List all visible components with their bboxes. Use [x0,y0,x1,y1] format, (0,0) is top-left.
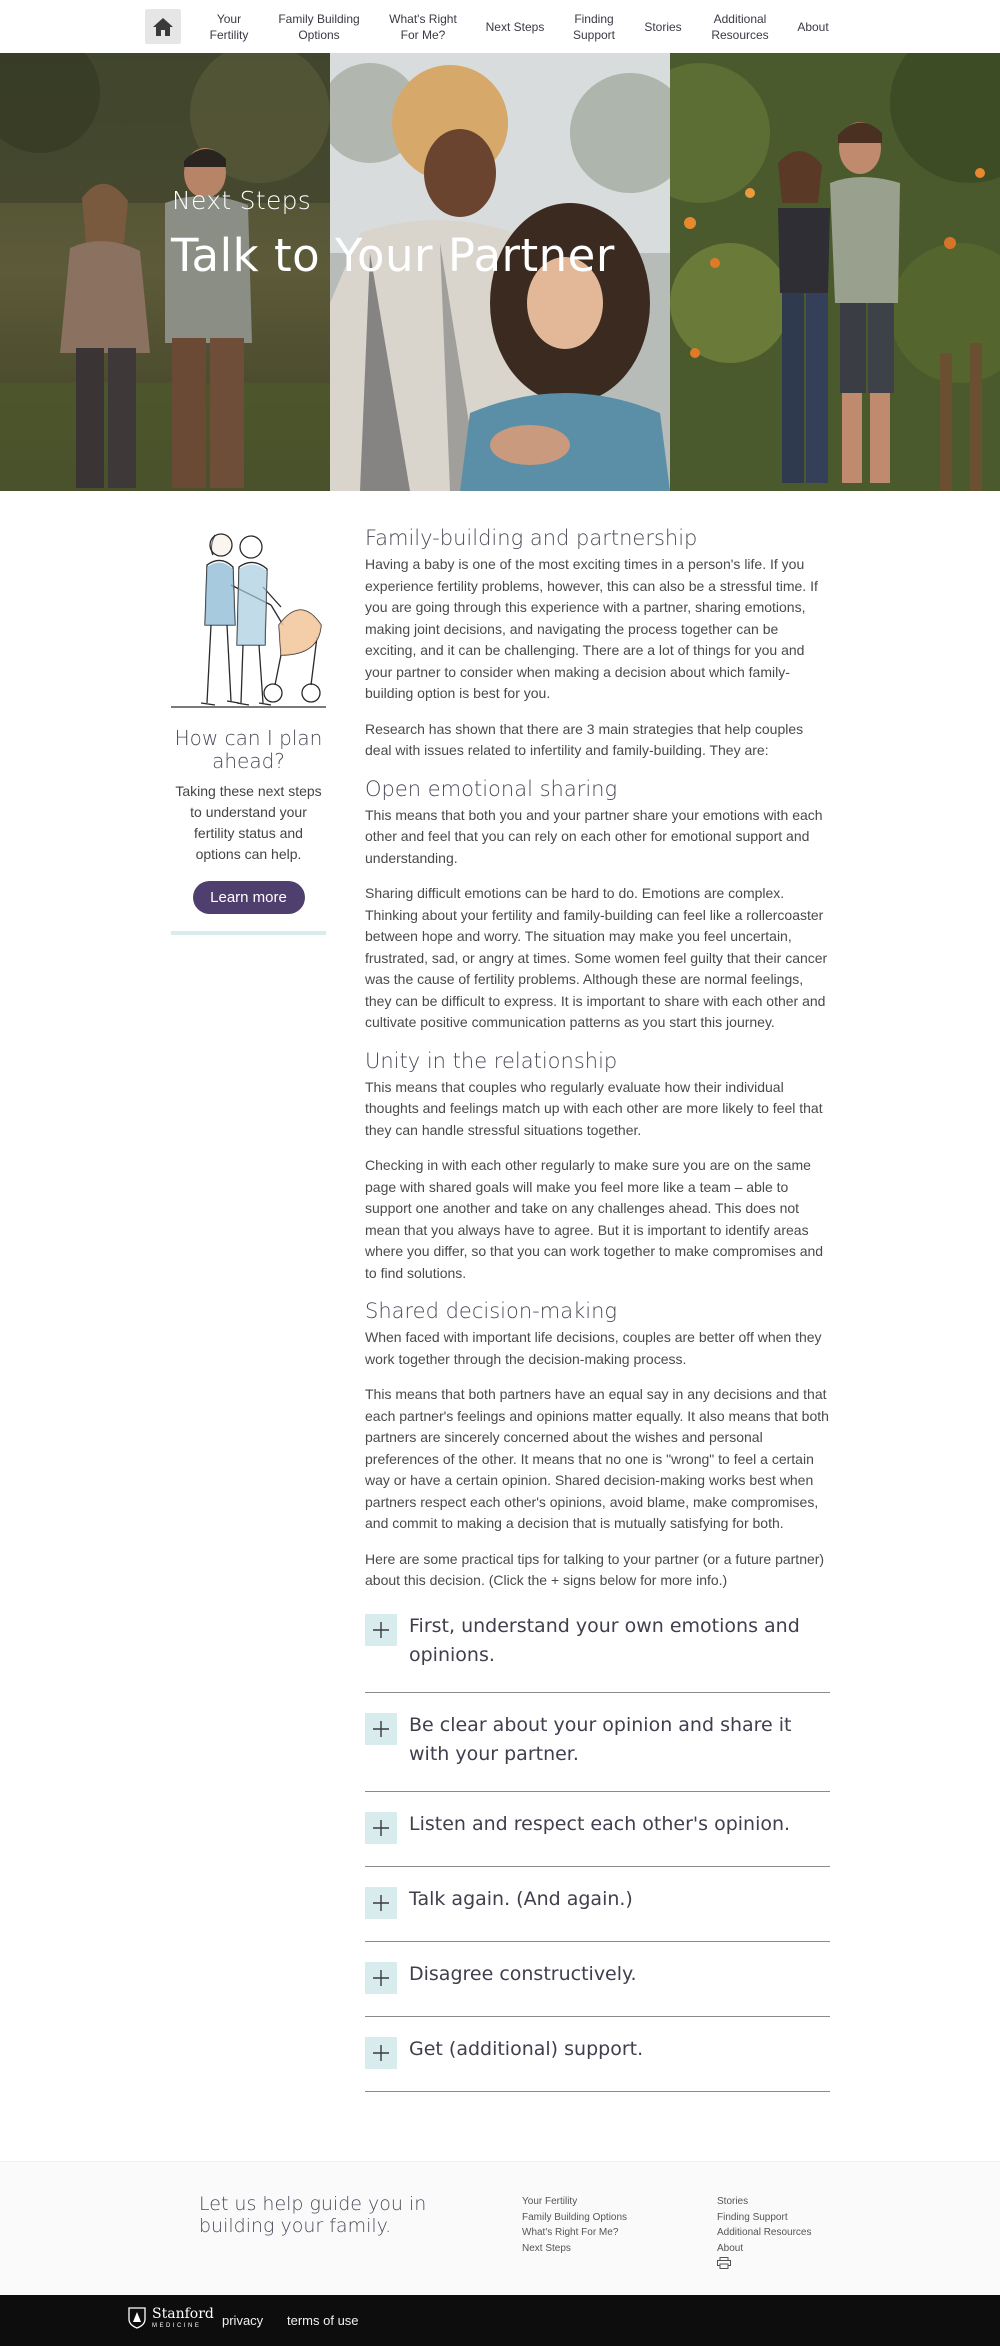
nav-about[interactable]: About [797,20,829,34]
paragraph: Research has shown that there are 3 main strategies that help couples deal with issues related to infertility and family-building. They are: [365,720,804,758]
hero-photo-couple-embracing [670,53,1000,491]
footer-link[interactable]: Additional Resources [717,2227,812,2238]
home-icon [152,17,174,37]
nav-your-fertility[interactable]: Your Fertility [209,12,249,42]
logo-wordmark: Stanford [152,2306,214,2322]
paragraph: Having a baby is one of the most exciting times in a person's life. If you experience fertility problems, however, this can also be a stressful time. If you are going through this experience with a partner, sharing emotions, making joint decisions, and navigating the process together can be exciting, and it can be challenging. There are a lot of things for you and your partner to consider when making a decision about which family-building option is best for you. [365,556,818,701]
privacy-link[interactable]: privacy [222,2313,264,2328]
nav-additional-resources[interactable]: Additional Resources [711,12,769,42]
accordion-title: Disagree constructively. [409,1962,637,1985]
footer-tagline: Let us help guide you in building your family. [199,2193,427,2237]
main-content [365,525,830,2092]
plus-icon[interactable] [365,1614,397,1646]
footer-link[interactable]: Finding Support [717,2211,788,2223]
nav-next-steps[interactable]: Next Steps [485,20,545,34]
accordion-title: First, understand your own emotions and opinions. [409,1614,800,1666]
hero-eyebrow: Next Steps [172,186,312,215]
plus-icon[interactable] [365,1887,397,1919]
footer [0,2161,1000,2295]
footer-link[interactable]: Next Steps [522,2242,571,2254]
footer-link[interactable]: Your Fertility [522,2196,578,2207]
paragraph: When faced with important life decisions, couples are better off when they work together through the decision-making process. [365,1329,822,1367]
footer-link[interactable]: About [717,2242,744,2254]
footer-links-col-2 [717,2194,812,2275]
plus-icon[interactable] [365,2037,397,2069]
paragraph: Checking in with each other regularly to make sure you are on the same page with shared goals will make you feel more like a team – able to support one another and take on any challenges ahead. This does not mean that you always have to agree. But it is important to identify areas where you differ, so that you can work together to make compromises and to find solutions. [365,1157,824,1281]
family-stroller-illustration [171,525,326,717]
accordion-item[interactable] [365,1867,830,1942]
home-button[interactable] [145,9,181,44]
footer-link[interactable]: Stories [717,2196,749,2207]
section-heading-open-emotional-sharing: Open emotional sharing [365,776,618,801]
print-icon[interactable] [717,2257,812,2275]
learn-more-button[interactable]: Learn more [193,881,305,914]
section-heading-shared-decision-making: Shared decision-making [365,1299,617,1323]
hero-banner [0,53,1000,491]
sidebar-heading: How can I plan ahead? [174,726,323,773]
stanford-shield-icon [128,2307,146,2329]
accordion-item[interactable] [365,1606,830,1693]
accordion-title: Talk again. (And again.) [409,1887,633,1910]
footer-link[interactable]: Family Building Options [522,2211,628,2223]
top-nav [0,0,1000,53]
sidebar-divider [171,931,326,935]
paragraph: This means that both you and your partner share your emotions with each other and feel that you can rely on each other for emotional support and understanding. [365,806,823,866]
paragraph: This means that couples who regularly evaluate how their individual thoughts and feelings match up with each other are more likely to feel that they can handle stressful situations together. [365,1078,823,1138]
accordion-title: Listen and respect each other's opinion. [409,1812,791,1835]
tips-accordion [365,1606,830,2092]
footer-link[interactable]: What's Right For Me? [522,2227,619,2238]
footer-bar [0,2295,1000,2346]
paragraph: This means that both partners have an equal say in any decisions and that each partner's feelings and opinions matter equally. It also means that both partners are sincerely concerned about the wishes and personal preferences of the other. It means that no one is "wrong" to feel a certain way or have a certain opinion. Shared decision-making works best when partners respect each other's opinions, avoid blame, make compromises, and commit to making a decision that is mutually satisfying for both. [365,1386,829,1531]
accordion-item[interactable] [365,2017,830,2092]
accordion-item[interactable] [365,1792,830,1867]
paragraph: Here are some practical tips for talking to your partner (or a future partner) about this decision. (Click the + signs below for more info.) [365,1550,825,1588]
nav-family-building-options[interactable]: Family Building Options [278,12,360,42]
footer-links-col-1 [522,2194,627,2256]
hero-title: Talk to Your Partner [171,229,615,282]
plus-icon[interactable] [365,1962,397,1994]
stanford-medicine-logo[interactable] [128,2307,214,2329]
accordion-item[interactable] [365,1942,830,2017]
nav-finding-support[interactable]: Finding Support [572,12,616,42]
accordion-title: Be clear about your opinion and share it with your partner. [409,1713,792,1765]
accordion-title: Get (additional) support. [409,2037,644,2060]
paragraph: Sharing difficult emotions can be hard to do. Emotions are complex. Thinking about your fertility and family-building can feel like a rollercoaster between hope and worry. The situation may make you feel uncertain, frustrated, sad, or angry at times. Some women feel guilty that their cancer was the cause of fertility problems. Although these are normal feelings, they can be difficult to express. It is important to share with each other and cultivate positive communication patterns as you start this journey. [365,885,828,1030]
section-heading-family-building: Family-building and partnership [365,526,698,550]
sidebar-description: Taking these next steps to understand your fertility status and options can help. [175,783,322,862]
plus-icon[interactable] [365,1812,397,1844]
plus-icon[interactable] [365,1713,397,1745]
section-heading-unity: Unity in the relationship [365,1048,618,1073]
logo-subtitle: MEDICINE [152,2323,202,2329]
nav-stories[interactable]: Stories [644,20,682,34]
sidebar [171,525,326,935]
terms-of-use-link[interactable]: terms of use [287,2313,359,2328]
nav-whats-right-for-me[interactable]: What's Right For Me? [389,12,457,42]
accordion-item[interactable] [365,1693,830,1792]
